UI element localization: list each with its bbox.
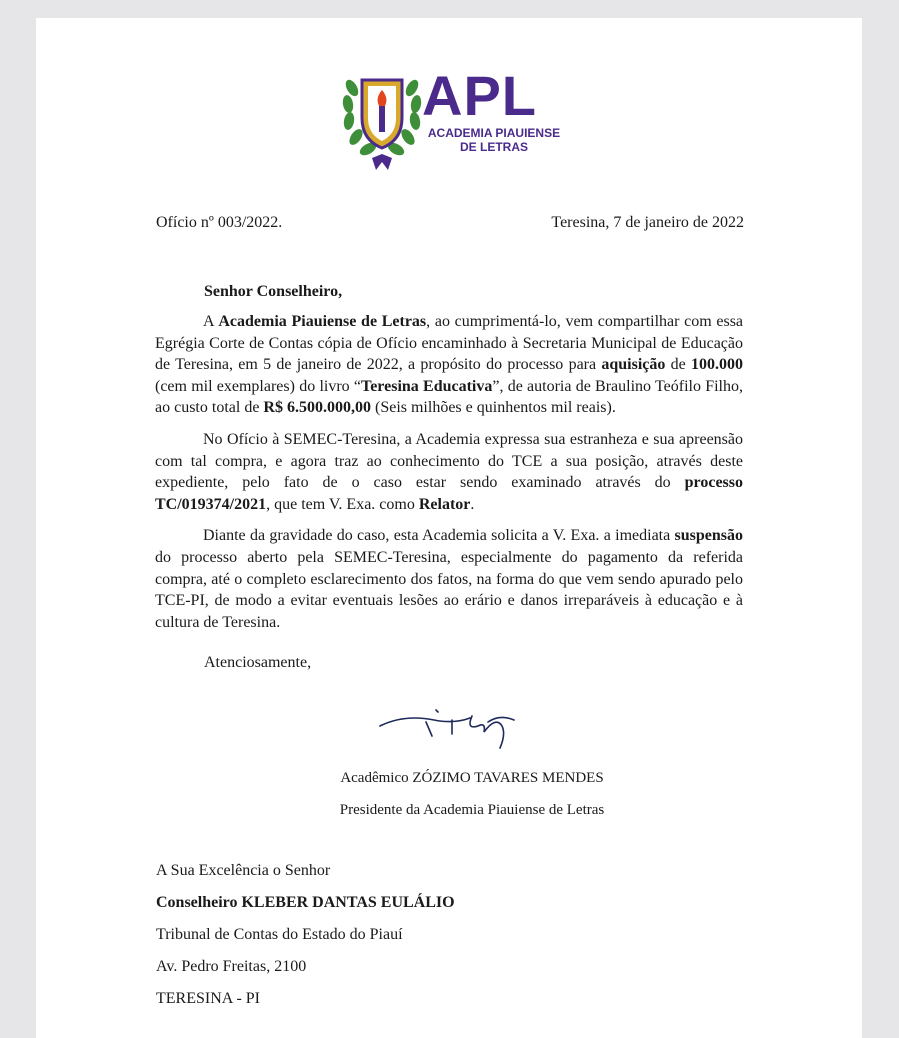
closing: Atenciosamente, [204, 654, 312, 671]
bold-text: Relator [418, 495, 471, 513]
text-run: . [470, 495, 475, 513]
text-run: (cem mil exemplares) do livro “ [155, 377, 361, 395]
logo-name-line2: DE LETRAS [459, 140, 528, 154]
recipient-salutation: A Sua Excelência o Senhor [156, 862, 331, 879]
text-run: , ao cumprimentá-lo, vem compartilhar com essa Egrégia Corte de Contas cópia de Ofício encaminhado à Secretaria Municipal de Educação de Teresina, em 5 de janeiro de 2022, a propósito do processo para [155, 313, 744, 374]
office-number: Ofício nº 003/2022. [156, 214, 283, 231]
bold-text: suspensão [674, 527, 743, 545]
logo-name-line1: ACADEMIA PIAUIENSE [427, 126, 561, 140]
paragraph-1 [155, 311, 743, 419]
text-run: ”, de autoria de Braulino Teófilo Filho, ao custo total de [155, 377, 743, 417]
recipient-street: Av. Pedro Freitas, 2100 [156, 958, 307, 975]
bold-text: 100.000 [691, 356, 743, 374]
text-run: , que tem V. Exa. como [266, 495, 419, 513]
handwritten-signature [374, 696, 544, 756]
apl-logo [342, 66, 562, 176]
logo-acronym: APL [422, 64, 537, 127]
place-date: Teresina, 7 de janeiro de 2022 [551, 214, 744, 231]
greeting: Senhor Conselheiro, [204, 283, 343, 300]
letter-page [36, 18, 862, 1038]
recipient-city: TERESINA - PI [156, 990, 260, 1007]
text-run: (Seis milhões e quinhentos mil reais). [370, 399, 616, 417]
bold-text: Teresina Educativa [361, 377, 493, 395]
text-run: A [203, 313, 219, 330]
signatory-name: Acadêmico ZÓZIMO TAVARES MENDES [340, 770, 604, 786]
laurel-emblem-icon [342, 66, 422, 176]
text-run: Diante da gravidade do caso, esta Academia solicita a V. Exa. a imediata [203, 527, 675, 545]
paragraph-3 [155, 525, 743, 633]
bold-text: processo TC/019374/2021 [155, 474, 743, 513]
bold-text: aquisição [601, 356, 666, 374]
letter-body [155, 311, 743, 643]
text-run: de [665, 356, 691, 374]
logo-name [424, 126, 564, 154]
recipient-organization: Tribunal de Contas do Estado do Piauí [156, 926, 403, 943]
recipient-name: Conselheiro KLEBER DANTAS EULÁLIO [156, 894, 455, 911]
text-run: do processo aberto pela SEMEC-Teresina, especialmente do pagamento da referida compra, até o completo esclarecimento dos fatos, na forma do que vem sendo apurado pelo TCE-PI, de modo a evitar eventuais lesões ao erário e danos irreparáveis à educação e à cultura de Teresina. [155, 548, 743, 631]
bold-text: R$ 6.500.000,00 [263, 399, 371, 417]
signatory-title: Presidente da Academia Piauiense de Letras [339, 802, 605, 818]
paragraph-2 [155, 429, 743, 515]
text-run: No Ofício à SEMEC-Teresina, a Academia expressa sua estranheza e sua apreensão com tal compra, e agora traz ao conhecimento do TCE a sua posição, através deste expediente, pelo fato de o caso estar sendo examinado através do [155, 430, 743, 492]
bold-text: Academia Piauiense de Letras [218, 313, 427, 330]
